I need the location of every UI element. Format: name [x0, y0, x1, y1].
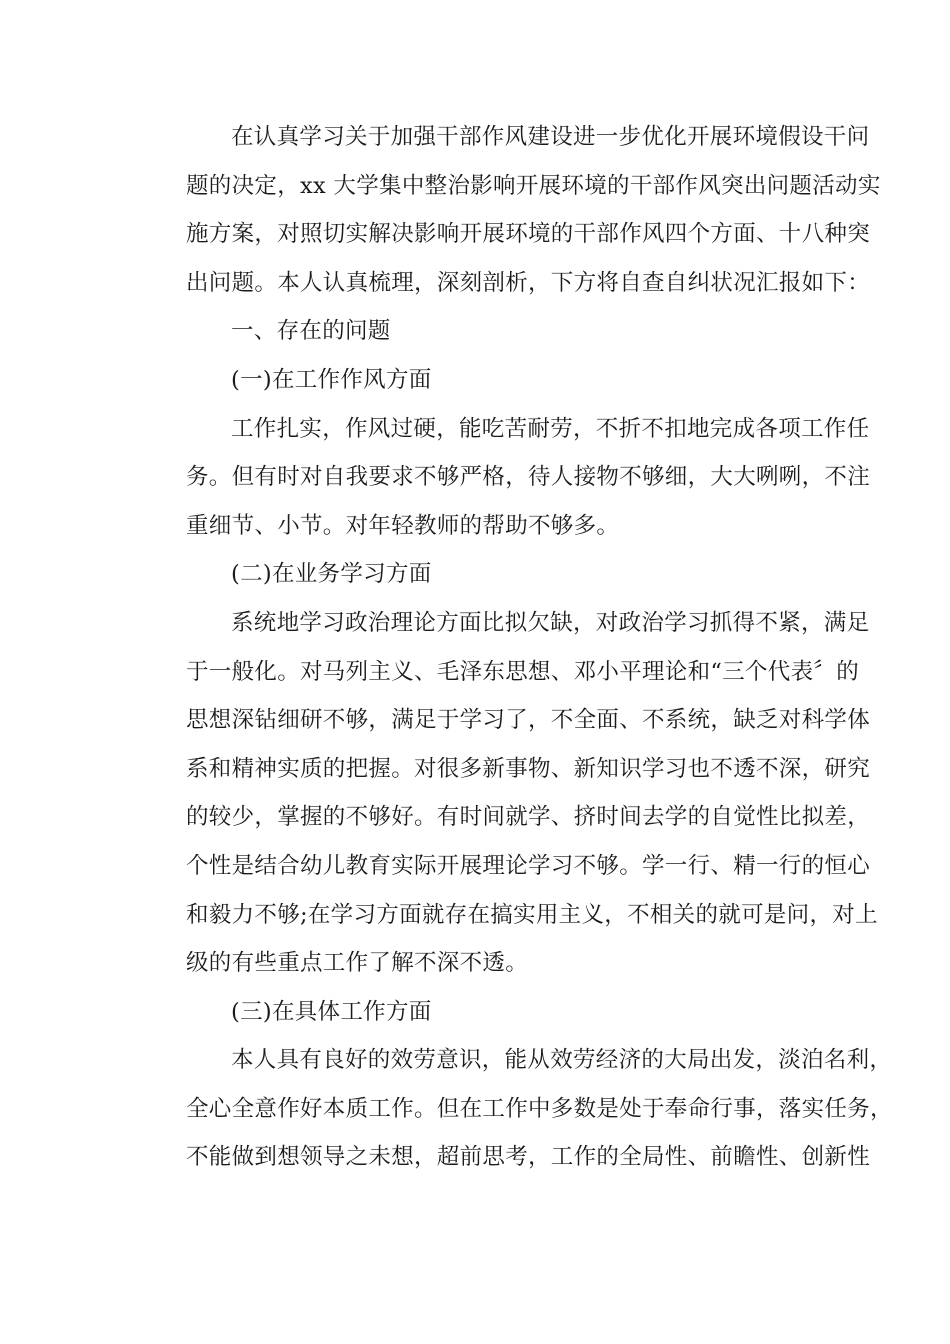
text-line: 个性是结合幼儿教育实际开展理论学习不够。学一行、精一行的恒心 [186, 852, 871, 879]
text-line: (一)在工作作风方面 [231, 366, 432, 393]
text-line: (二)在业务学习方面 [231, 561, 432, 588]
text-line: 工作扎实，作风过硬，能吃苦耐劳，不折不扣地完成各项工作任 [231, 415, 870, 442]
text-line: 重细节、小节。对年轻教师的帮助不够多。 [186, 512, 620, 539]
document-body [141, 113, 893, 1182]
text-line: 和毅力不够;在学习方面就存在搞实用主义，不相关的就可是问，对上 [186, 901, 878, 928]
text-line: 级的有些重点工作了解不深不透。 [186, 950, 529, 977]
study-paragraph [141, 599, 878, 988]
specific-work-paragraph [141, 1036, 893, 1182]
text-line: 在认真学习关于加强干部作风建设进一步优化开展环境假设干问 [231, 124, 870, 150]
text-line: 的较少，掌握的不够好。有时间就学、挤时间去学的自觉性比拟差， [186, 804, 871, 831]
text-line: 施方案，对照切实解决影响开展环境的干部作风四个方面、十八种突 [186, 221, 871, 248]
text-line: 出问题。本人认真梳理，深刻剖析，下方将自查自纠状况汇报如下： [186, 269, 871, 296]
text-line: 本人具有良好的效劳意识，能从效劳经济的大局出发，淡泊名利， [231, 1047, 893, 1074]
text-line: 题的决定，xx 大学集中整治影响开展环境的干部作风突出问题活动实 [186, 172, 881, 199]
subsection-heading-work-style [141, 356, 809, 405]
text-line: 于一般化。对马列主义、毛泽东思想、邓小平理论和“三个代表〞的 [186, 658, 860, 685]
work-style-paragraph [141, 405, 871, 551]
subsection-heading-study [141, 550, 809, 599]
intro-paragraph [141, 113, 881, 307]
text-line: 不能做到想领导之未想，超前思考，工作的全局性、前瞻性、创新性 [186, 1144, 871, 1171]
text-line: 系统地学习政治理论方面比拟欠缺，对政治学习抓得不紧，满足 [231, 609, 870, 636]
section-heading-problems [141, 307, 809, 356]
subsection-heading-specific-work [141, 988, 809, 1037]
text-line: 系和精神实质的把握。对很多新事物、新知识学习也不透不深，研究 [186, 755, 871, 782]
text-line: 思想深钻细研不够，满足于学习了，不全面、不系统，缺乏对科学体 [186, 707, 871, 734]
text-line: 一、存在的问题 [231, 318, 391, 345]
text-line: (三)在具体工作方面 [231, 998, 432, 1025]
text-line: 全心全意作好本质工作。但在工作中多数是处于奉命行事，落实任务， [186, 1095, 893, 1122]
text-line: 务。但有时对自我要求不够严格，待人接物不够细，大大咧咧，不注 [186, 464, 871, 491]
